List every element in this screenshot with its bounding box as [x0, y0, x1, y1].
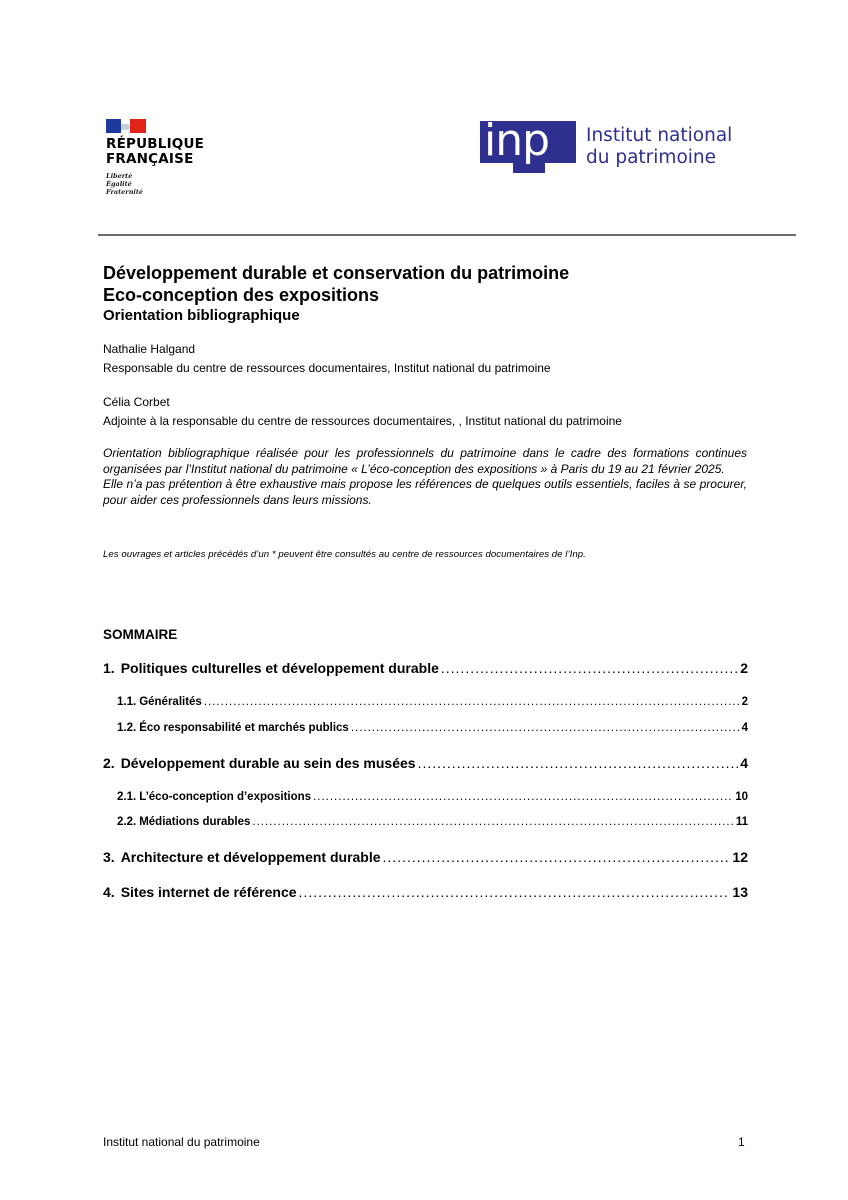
toc-page: 10 [735, 791, 748, 803]
toc-leader [313, 791, 733, 803]
availability-note: Les ouvrages et articles précédés d’un * peuvent être consultés au centre de ressources documentaires de l’Inp. [103, 549, 586, 560]
toc-page: 2 [741, 696, 748, 708]
toc-label: Développement durable au sein des musées [120, 755, 416, 771]
toc-label: Éco responsabilité et marchés publics [139, 722, 349, 734]
author-name: Nathalie Halgand [103, 342, 196, 356]
toc-label: L’éco-conception d’expositions [139, 791, 312, 803]
toc-page: 4 [741, 722, 748, 734]
intro-paragraph: Elle n’a pas prétention à être exhaustive mais propose les références de quelques outils essentiels, faciles à se procurer, pour aider ces professionnels dans leurs missions. [103, 477, 747, 507]
toc-item[interactable] [103, 696, 748, 708]
republique-name: RÉPUBLIQUE FRANÇAISE [106, 136, 205, 167]
republique-motto: Liberté Égalité Fraternité [106, 172, 144, 196]
toc-leader [441, 660, 738, 676]
author-role: Adjointe à la responsable du centre de ressources documentaires, , Institut national du patrimoine [103, 414, 622, 428]
toc-number: 4. [103, 884, 115, 900]
toc-label: Politiques culturelles et développement durable [120, 660, 439, 676]
toc-item[interactable] [103, 660, 748, 676]
toc-leader [418, 755, 739, 771]
document-titles [103, 262, 569, 325]
footer-organization: Institut national du patrimoine [103, 1135, 260, 1149]
authors [103, 340, 622, 431]
toc-number: 2.2. [117, 816, 137, 828]
header-divider [98, 234, 796, 236]
toc-title: SOMMAIRE [103, 627, 178, 642]
document-kind: Orientation bibliographique [103, 307, 300, 324]
toc-page: 11 [735, 816, 748, 828]
toc-label: Médiations durables [139, 816, 251, 828]
toc-item[interactable] [103, 722, 748, 734]
toc-number: 2. [103, 755, 115, 771]
toc-number: 3. [103, 849, 115, 865]
toc-leader [299, 884, 731, 900]
toc-page: 12 [732, 849, 748, 865]
toc-number: 2.1. [117, 791, 137, 803]
footer-page-number: 1 [738, 1135, 745, 1149]
toc-leader [383, 849, 731, 865]
author [103, 340, 622, 378]
toc-item[interactable] [103, 755, 748, 771]
intro-paragraph: Orientation bibliographique réalisée pour les professionnels du patrimoine dans le cadre des formations continues organisées par l’Institut national du patrimoine « L’éco-conception des expositions » à Paris du 19 au 21 février 2025. [103, 446, 747, 476]
toc-label: Généralités [139, 696, 202, 708]
toc-number: 1. [103, 660, 115, 676]
document-subtitle: Eco-conception des expositions [103, 285, 380, 305]
toc-number: 1.2. [117, 722, 137, 734]
inp-logo-letters: inp [484, 115, 550, 166]
toc-item[interactable] [103, 791, 748, 803]
republique-francaise-logo [106, 119, 204, 196]
toc-page: 4 [740, 755, 748, 771]
author-role: Responsable du centre de ressources documentaires, Institut national du patrimoine [103, 361, 551, 375]
toc-page: 2 [740, 660, 748, 676]
document-title: Développement durable et conservation du patrimoine [103, 263, 570, 283]
toc-item[interactable] [103, 816, 748, 828]
toc-page: 13 [732, 884, 748, 900]
toc-number: 1.1. [117, 696, 137, 708]
toc-label: Sites internet de référence [120, 884, 297, 900]
inp-logo-name: Institut national du patrimoine [586, 125, 733, 168]
author-name: Célia Corbet [103, 395, 170, 409]
toc-leader [204, 696, 740, 708]
toc-leader [252, 816, 733, 828]
toc-label: Architecture et développement durable [120, 849, 381, 865]
toc-item[interactable] [103, 849, 748, 865]
toc-leader [351, 722, 740, 734]
author [103, 393, 622, 431]
marianne-flag-icon [106, 119, 146, 133]
toc-item[interactable] [103, 884, 748, 900]
intro [103, 446, 747, 508]
